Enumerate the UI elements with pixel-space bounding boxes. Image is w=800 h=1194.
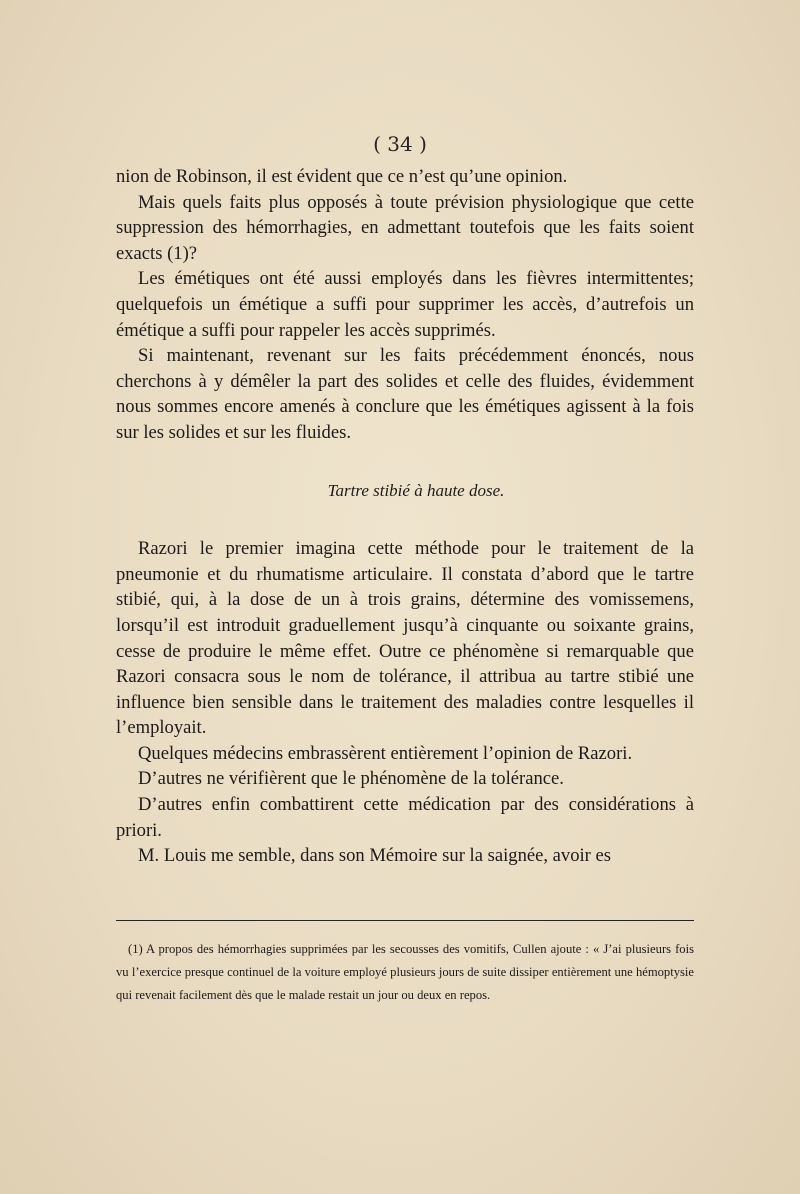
- paragraph: Razori le premier imagina cette méthode pour le traitement de la pneumonie et du rhumatisme articulaire. Il constata d’abord que le tartre stibié, qui, à la dose de un à trois grains, détermine des vomissemens, lorsqu’il est introduit graduellement jusqu’à cinquante ou soixante grains, cesse de produire le même effet. Outre ce phénomène si remarquable que Razori consacra sous le nom de tolérance, il attribua au tartre stibié une influence bien sensible dans le traitement des maladies contre lesquelles il l’employait.: [116, 538, 694, 739]
- page-number: ( 34 ): [373, 132, 427, 156]
- paragraph-continuation: nion de Robinson, il est évident que ce n’est qu’une opinion.: [116, 166, 568, 187]
- paragraph: D’autres enfin combattirent cette médication par des considérations à priori.: [116, 794, 694, 841]
- paragraph: Quelques médecins embrassèrent entièrement l’opinion de Razori.: [138, 742, 633, 764]
- paragraph: Si maintenant, revenant sur les faits précédemment énoncés, nous cherchons à y démêler la part des solides et celle des fluides, évidemment nous sommes encore amenés à conclure que les émétiques agissent à la fois sur les solides et sur les fluides.: [116, 345, 694, 443]
- paragraph: M. Louis me semble, dans son Mémoire sur la saignée, avoir es: [138, 845, 612, 867]
- body-text: [116, 164, 694, 869]
- paragraph: D’autres ne vérifièrent que le phénomène de la tolérance.: [138, 768, 564, 790]
- paragraph: Les émétiques ont été aussi employés dans les fièvres intermittentes; quelquefois un émétique a suffi pour supprimer les accès, d’autrefois un émétique a suffi pour rappeler les accès supprimés.: [116, 268, 694, 341]
- footnote-text: (1) A propos des hémorrhagies supprimées par les secousses des vomitifs, Cullen ajoute : « J’ai plusieurs fois vu l’exercice presque continuel de la voiture employé plusieurs jours de suite dissiper entièrement une hémoptysie qui revenait facilement dès que le malade restait un jour ou deux en repos.: [116, 942, 694, 1002]
- footnote: [116, 938, 694, 1007]
- section-title: Tartre stibié à haute dose.: [327, 480, 505, 500]
- footnote-divider: [116, 920, 694, 921]
- paragraph: Mais quels faits plus opposés à toute prévision physiologique que cette suppression des hémorrhagies, en admettant toutefois que les faits soient exacts (1)?: [116, 191, 694, 264]
